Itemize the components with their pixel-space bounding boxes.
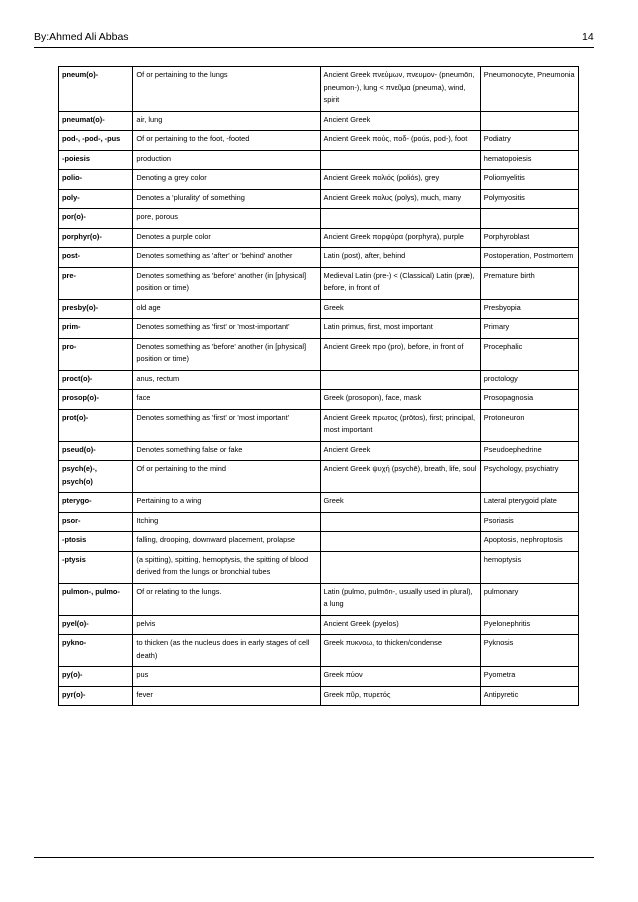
origin-cell: Greek (prosopon), face, mask: [320, 390, 480, 410]
origin-cell: Greek: [320, 493, 480, 513]
table-row: [59, 461, 579, 493]
example-cell: Pyknosis: [480, 635, 578, 667]
meaning-cell: (a spitting), spitting, hemoptysis, the spitting of blood derived from the lungs or bronchial tubes: [133, 551, 320, 583]
origin-cell: Greek πυκνοω, to thicken/condense: [320, 635, 480, 667]
table-row: [59, 267, 579, 299]
table-row: [59, 111, 579, 131]
origin-cell: [320, 551, 480, 583]
table-row: [59, 493, 579, 513]
term-cell: por(o)-: [59, 209, 133, 229]
origin-cell: [320, 370, 480, 390]
term-cell: -ptysis: [59, 551, 133, 583]
example-cell: hematopoiesis: [480, 150, 578, 170]
origin-cell: Ancient Greek πούς, ποδ- (poús, pod-), foot: [320, 131, 480, 151]
origin-cell: Ancient Greek πνεύμων, πνευμον- (pneumōn, pneumon-), lung < πνεῦμα (pneuma), wind, spirit: [320, 67, 480, 112]
origin-cell: Greek πῦρ, πυρετός: [320, 686, 480, 706]
table-row: [59, 209, 579, 229]
origin-cell: Ancient Greek πρωτος (prōtos), first; principal, most important: [320, 409, 480, 441]
origin-cell: Ancient Greek προ (pro), before, in front of: [320, 338, 480, 370]
term-cell: pro-: [59, 338, 133, 370]
meaning-cell: Pertaining to a wing: [133, 493, 320, 513]
meaning-cell: Denotes something as 'after' or 'behind' another: [133, 248, 320, 268]
meaning-cell: Of or pertaining to the lungs: [133, 67, 320, 112]
term-cell: polio-: [59, 170, 133, 190]
example-cell: Apoptosis, nephroptosis: [480, 532, 578, 552]
origin-cell: [320, 532, 480, 552]
example-cell: hemoptysis: [480, 551, 578, 583]
term-cell: pneum(o)-: [59, 67, 133, 112]
meaning-cell: pus: [133, 667, 320, 687]
meaning-cell: pore, porous: [133, 209, 320, 229]
term-cell: proct(o)-: [59, 370, 133, 390]
example-cell: Pseudoephedrine: [480, 441, 578, 461]
table-row: [59, 189, 579, 209]
meaning-cell: Denotes something false or fake: [133, 441, 320, 461]
table-row: [59, 635, 579, 667]
example-cell: Protoneuron: [480, 409, 578, 441]
header-rule: [34, 47, 594, 48]
term-cell: prosop(o)-: [59, 390, 133, 410]
table-row: [59, 150, 579, 170]
term-cell: prim-: [59, 319, 133, 339]
term-cell: py(o)-: [59, 667, 133, 687]
table-row: [59, 686, 579, 706]
meaning-cell: fever: [133, 686, 320, 706]
table-row: [59, 441, 579, 461]
table-row: [59, 390, 579, 410]
origin-cell: Latin primus, first, most important: [320, 319, 480, 339]
origin-cell: Ancient Greek (pyelos): [320, 615, 480, 635]
origin-cell: Greek: [320, 299, 480, 319]
term-cell: pod-, -pod-, -pus: [59, 131, 133, 151]
meaning-cell: Itching: [133, 512, 320, 532]
meaning-cell: production: [133, 150, 320, 170]
term-cell: pre-: [59, 267, 133, 299]
meaning-cell: pelvis: [133, 615, 320, 635]
example-cell: Primary: [480, 319, 578, 339]
example-cell: [480, 111, 578, 131]
term-cell: pterygo-: [59, 493, 133, 513]
table-row: [59, 551, 579, 583]
origin-cell: Ancient Greek: [320, 111, 480, 131]
origin-cell: Ancient Greek: [320, 441, 480, 461]
meaning-cell: Denotes a purple color: [133, 228, 320, 248]
term-cell: prot(o)-: [59, 409, 133, 441]
table-row: [59, 583, 579, 615]
example-cell: Procephalic: [480, 338, 578, 370]
origin-cell: Ancient Greek πορφύρα (porphyra), purple: [320, 228, 480, 248]
footer-rule: [34, 857, 594, 858]
meaning-cell: Of or relating to the lungs.: [133, 583, 320, 615]
meaning-cell: face: [133, 390, 320, 410]
meaning-cell: Denoting a grey color: [133, 170, 320, 190]
example-cell: Psoriasis: [480, 512, 578, 532]
term-cell: -poiesis: [59, 150, 133, 170]
origin-cell: Latin (post), after, behind: [320, 248, 480, 268]
term-cell: porphyr(o)-: [59, 228, 133, 248]
term-cell: psor-: [59, 512, 133, 532]
meaning-cell: Of or pertaining to the foot, -footed: [133, 131, 320, 151]
origin-cell: Latin (pulmo, pulmōn-, usually used in plural), a lung: [320, 583, 480, 615]
example-cell: Polymyositis: [480, 189, 578, 209]
origin-cell: Ancient Greek πολυς (polys), much, many: [320, 189, 480, 209]
meaning-cell: Denotes something as 'before' another (in [physical] position or time): [133, 267, 320, 299]
page-number: 14: [582, 31, 594, 43]
table-row: [59, 512, 579, 532]
example-cell: Psychology, psychiatry: [480, 461, 578, 493]
meaning-cell: Denotes something as 'first' or 'most important': [133, 409, 320, 441]
table-row: [59, 615, 579, 635]
table-row: [59, 131, 579, 151]
example-cell: Lateral pterygoid plate: [480, 493, 578, 513]
example-cell: Podiatry: [480, 131, 578, 151]
example-cell: Presbyopia: [480, 299, 578, 319]
origin-cell: Greek πύον: [320, 667, 480, 687]
example-cell: Postoperation, Postmortem: [480, 248, 578, 268]
meaning-cell: Denotes a 'plurality' of something: [133, 189, 320, 209]
table-row: [59, 409, 579, 441]
term-cell: poly-: [59, 189, 133, 209]
origin-cell: Ancient Greek ψυχή (psychē), breath, life, soul: [320, 461, 480, 493]
term-cell: pulmon-, pulmo-: [59, 583, 133, 615]
term-cell: presby(o)-: [59, 299, 133, 319]
term-cell: pyel(o)-: [59, 615, 133, 635]
term-cell: -ptosis: [59, 532, 133, 552]
table-row: [59, 248, 579, 268]
example-cell: Prosopagnosia: [480, 390, 578, 410]
term-cell: pyr(o)-: [59, 686, 133, 706]
table-row: [59, 170, 579, 190]
term-cell: pykno-: [59, 635, 133, 667]
table-row: [59, 319, 579, 339]
table-body: [59, 67, 579, 706]
example-cell: Pneumonocyte, Pneumonia: [480, 67, 578, 112]
terminology-table: [58, 66, 579, 706]
table-row: [59, 299, 579, 319]
meaning-cell: Of or pertaining to the mind: [133, 461, 320, 493]
example-cell: pulmonary: [480, 583, 578, 615]
term-cell: post-: [59, 248, 133, 268]
example-cell: Poliomyelitis: [480, 170, 578, 190]
example-cell: Pyometra: [480, 667, 578, 687]
table-row: [59, 67, 579, 112]
meaning-cell: anus, rectum: [133, 370, 320, 390]
origin-cell: [320, 512, 480, 532]
meaning-cell: Denotes something as 'before' another (in [physical] position or time): [133, 338, 320, 370]
origin-cell: Ancient Greek πολιός (poliós), grey: [320, 170, 480, 190]
term-cell: pneumat(o)-: [59, 111, 133, 131]
term-cell: psych(e)-, psych(o): [59, 461, 133, 493]
meaning-cell: old age: [133, 299, 320, 319]
example-cell: Porphyroblast: [480, 228, 578, 248]
author-header: By:Ahmed Ali Abbas: [34, 31, 129, 43]
table-row: [59, 667, 579, 687]
table-row: [59, 228, 579, 248]
meaning-cell: falling, drooping, downward placement, prolapse: [133, 532, 320, 552]
example-cell: [480, 209, 578, 229]
meaning-cell: to thicken (as the nucleus does in early stages of cell death): [133, 635, 320, 667]
table-row: [59, 338, 579, 370]
example-cell: Premature birth: [480, 267, 578, 299]
table-row: [59, 370, 579, 390]
example-cell: proctology: [480, 370, 578, 390]
example-cell: Antipyretic: [480, 686, 578, 706]
term-cell: pseud(o)-: [59, 441, 133, 461]
origin-cell: [320, 209, 480, 229]
origin-cell: [320, 150, 480, 170]
origin-cell: Medieval Latin (pre-) < (Classical) Latin (præ), before, in front of: [320, 267, 480, 299]
meaning-cell: Denotes something as 'first' or 'most-important': [133, 319, 320, 339]
table-row: [59, 532, 579, 552]
meaning-cell: air, lung: [133, 111, 320, 131]
example-cell: Pyelonephritis: [480, 615, 578, 635]
